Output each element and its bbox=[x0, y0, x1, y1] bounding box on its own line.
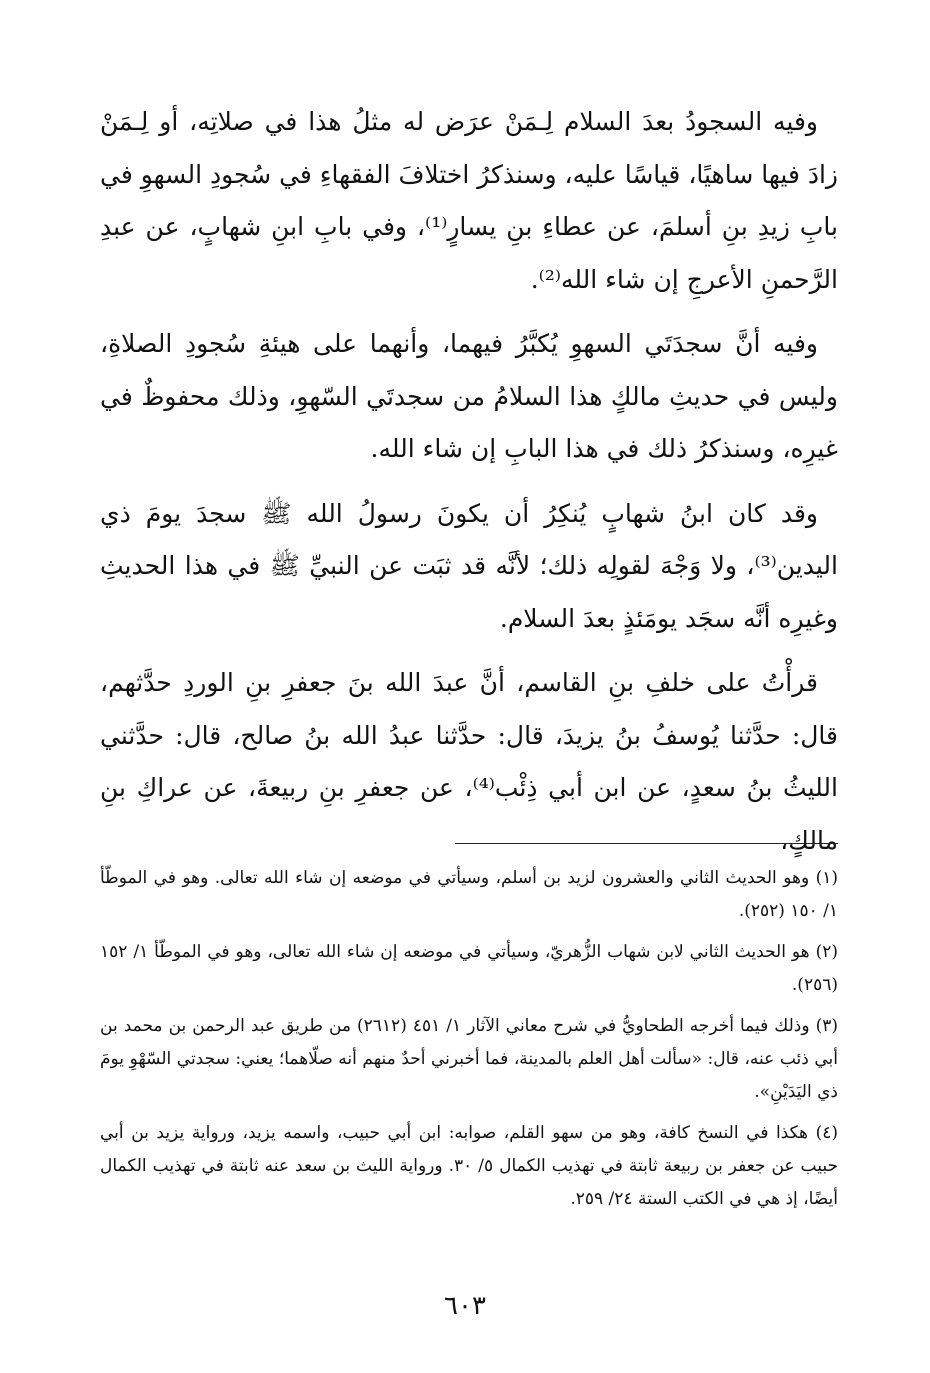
main-text bbox=[100, 96, 838, 879]
footnote-3: (٣) وذلك فيما أخرجه الطحاويُّ في شرح معاني الآثار ١/ ٤٥١ (٢٦١٢) من طريق عبد الرحمن بن محمد بن أبي ذئب عنه، قال: «سألت أهل العلم بالمدينة، فما أخبرني أحدٌ منهم أنه صلّاهما؛ يعني: سجدتي السّهْوِ يومَ ذي اليَدَيْنِ». bbox=[100, 1016, 838, 1102]
page-number: ٦٠٣ bbox=[444, 1291, 486, 1321]
footnotes bbox=[100, 862, 838, 1224]
paragraph-3: وقد كان ابنُ شهابٍ يُنكِرُ أن يكونَ رسولُ الله ﷺ سجدَ يومَ ذي اليدين⁽³⁾، ولا وَجْهَ لقولِه ذلك؛ لأنَّه قد ثبَت عن النبيِّ ﷺ في هذا الحديثِ وغيرِه أنَّه سجَد يومَئذٍ بعدَ السلام. bbox=[100, 498, 838, 633]
paragraph-4: قرأْتُ على خلفِ بنِ القاسم، أنَّ عبدَ الله بنَ جعفرِ بنِ الوردِ حدَّثهم، قال: حدَّثنا يُوسفُ بنُ يزيدَ، قال: حدَّثنا عبدُ الله بنُ صالح، قال: حدَّثني الليثُ بنُ سعدٍ، عن ابن أبي ذِئْب⁽⁴⁾، عن جعفرِ بنِ ربيعةَ، عن عراكِ بنِ مالكٍ، bbox=[100, 668, 838, 855]
footnote-1: (١) وهو الحديث الثاني والعشرون لزيد بن أسلم، وسيأتي في موضعه إن شاء الله تعالى. وهو في الموطّأ ١/ ١٥٠ (٢٥٢). bbox=[100, 868, 838, 921]
paragraph-1: وفيه السجودُ بعدَ السلام لِـمَنْ عرَض له مثلُ هذا في صلاتِه، أو لِـمَنْ زادَ فيها ساهيًا، قياسًا عليه، وسنذكرُ اختلافَ الفقهاءِ في سُجودِ السهوِ في بابِ زيدِ بنِ أسلمَ، عن عطاءِ بنِ يسارٍ⁽¹⁾، وفي بابِ ابنِ شهابٍ، عن عبدِ الرَّحمنِ الأعرجِ إن شاء الله⁽²⁾. bbox=[100, 107, 838, 294]
footnote-2: (٢) هو الحديث الثاني لابن شهاب الزُّهريّ، وسيأتي في موضعه إن شاء الله تعالى، وهو في الموطّأ ١/ ١٥٢ (٢٥٦). bbox=[100, 942, 838, 995]
footnote-divider bbox=[455, 843, 838, 844]
footnote-4: (٤) هكذا في النسخ كافة، وهو من سهو القلم، صوابه: ابن أبي حبيب، واسمه يزيد، ورواية يزيد بن أبي حبيب عن جعفر بن ربيعة ثابتة في تهذيب الكمال ٥/ ٣٠. ورواية الليث بن سعد عنه ثابتة في تهذيب الكمال أيضًا، إذ هي في الكتب الستة ٢٤/ ٢٥٩. bbox=[100, 1123, 838, 1209]
paragraph-2: وفيه أنَّ سجدَتَي السهوِ يُكبَّرُ فيهما، وأنهما على هيئةِ سُجودِ الصلاةِ، وليس في حديثِ مالكٍ هذا السلامُ من سجدتَي السّهوِ، وذلك محفوظٌ في غيرِه، وسنذكرُ ذلك في هذا البابِ إن شاء الله. bbox=[100, 329, 838, 463]
